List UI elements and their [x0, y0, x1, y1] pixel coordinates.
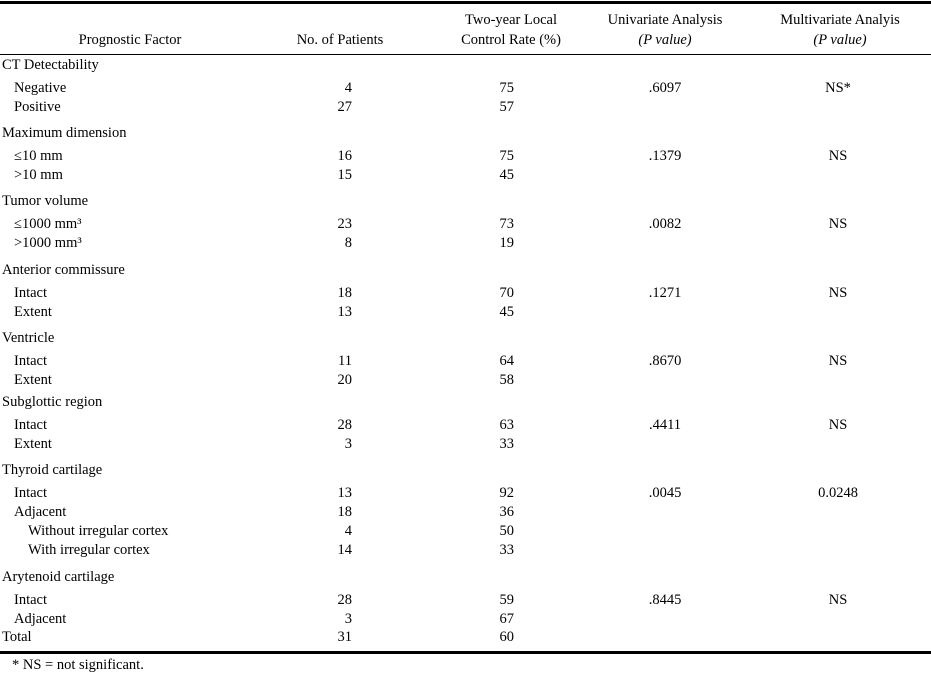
patients-cell: 27	[337, 99, 352, 115]
group-label: Tumor volume	[2, 193, 89, 209]
header-multivariate-line2: (P value)	[813, 32, 867, 48]
row-label: Without irregular cortex	[28, 523, 169, 539]
univariate-p-cell: .8670	[648, 353, 682, 369]
patients-cell: 18	[337, 285, 352, 301]
row-label: Intact	[14, 485, 48, 501]
row-label: Negative	[14, 80, 67, 96]
patients-cell: 3	[344, 611, 352, 627]
group-label: Anterior commissure	[2, 262, 125, 278]
row-label: Extent	[14, 304, 52, 320]
multivariate-p-cell: NS*	[825, 80, 851, 96]
row-label: Intact	[14, 417, 48, 433]
group-label: CT Detectability	[2, 57, 99, 73]
row-label: >1000 mm³	[14, 235, 82, 251]
multivariate-p-cell: NS	[828, 148, 848, 164]
multivariate-p-cell: NS	[828, 592, 848, 608]
patients-cell: 18	[337, 504, 352, 520]
univariate-p-cell: .8445	[648, 592, 682, 608]
rate-cell: 45	[499, 167, 514, 183]
rate-cell: 59	[499, 592, 514, 608]
rate-cell: 45	[499, 304, 514, 320]
row-label: Extent	[14, 436, 52, 452]
row-label: Intact	[14, 285, 48, 301]
rate-cell: 70	[499, 285, 514, 301]
header-univariate-line2: (P value)	[638, 32, 692, 48]
header-rate-line2: Control Rate (%)	[461, 32, 561, 48]
row-label: Intact	[14, 592, 48, 608]
multivariate-p-cell: NS	[828, 417, 848, 433]
footnote: * NS = not significant.	[12, 657, 144, 673]
group-label: Subglottic region	[2, 394, 103, 410]
patients-cell: 3	[344, 436, 352, 452]
patients-cell: 8	[344, 235, 352, 251]
patients-cell: 14	[337, 542, 352, 558]
header-rate-line1: Two-year Local	[465, 12, 557, 28]
univariate-p-cell: .6097	[648, 80, 682, 96]
multivariate-p-cell: NS	[828, 353, 848, 369]
univariate-p-cell: .0082	[648, 216, 682, 232]
rate-cell: 36	[499, 504, 514, 520]
group-label: Maximum dimension	[2, 125, 127, 141]
header-patients: No. of Patients	[296, 32, 384, 48]
row-label: Extent	[14, 372, 52, 388]
row-label: Intact	[14, 353, 48, 369]
group-label: Ventricle	[2, 330, 55, 346]
rate-cell: 64	[499, 353, 514, 369]
patients-cell: 13	[337, 485, 352, 501]
univariate-p-cell: .1379	[648, 148, 682, 164]
rate-cell: 75	[499, 148, 514, 164]
header-multivariate-line1: Multivariate Analyis	[780, 12, 900, 28]
header-univariate-line1: Univariate Analysis	[607, 12, 723, 28]
total-rate: 60	[499, 629, 514, 645]
patients-cell: 13	[337, 304, 352, 320]
rate-cell: 75	[499, 80, 514, 96]
header-factor: Prognostic Factor	[78, 32, 182, 48]
multivariate-p-cell: NS	[828, 216, 848, 232]
header-rule	[0, 54, 931, 55]
rate-cell: 19	[499, 235, 514, 251]
total-label: Total	[2, 629, 32, 645]
group-label: Thyroid cartilage	[2, 462, 103, 478]
univariate-p-cell: .0045	[648, 485, 682, 501]
row-label: Adjacent	[14, 611, 67, 627]
bottom-rule	[0, 651, 931, 654]
patients-cell: 16	[337, 148, 352, 164]
patients-cell: 4	[344, 80, 352, 96]
row-label: Positive	[14, 99, 61, 115]
univariate-p-cell: .1271	[648, 285, 682, 301]
multivariate-p-cell: NS	[828, 285, 848, 301]
rate-cell: 58	[499, 372, 514, 388]
patients-cell: 20	[337, 372, 352, 388]
patients-cell: 28	[337, 417, 352, 433]
patients-cell: 28	[337, 592, 352, 608]
multivariate-p-cell: 0.0248	[818, 485, 858, 501]
rate-cell: 73	[499, 216, 514, 232]
row-label: ≤1000 mm³	[14, 216, 82, 232]
univariate-p-cell: .4411	[648, 417, 682, 433]
patients-cell: 23	[337, 216, 352, 232]
row-label: With irregular cortex	[28, 542, 150, 558]
rate-cell: 33	[499, 542, 514, 558]
rate-cell: 57	[499, 99, 514, 115]
group-label: Arytenoid cartilage	[2, 569, 115, 585]
rate-cell: 92	[499, 485, 514, 501]
row-label: Adjacent	[14, 504, 67, 520]
patients-cell: 4	[344, 523, 352, 539]
patients-cell: 11	[338, 353, 352, 369]
row-label: >10 mm	[14, 167, 63, 183]
rate-cell: 50	[499, 523, 514, 539]
row-label: ≤10 mm	[14, 148, 63, 164]
total-patients: 31	[337, 629, 352, 645]
rate-cell: 67	[499, 611, 514, 627]
patients-cell: 15	[337, 167, 352, 183]
rate-cell: 33	[499, 436, 514, 452]
rate-cell: 63	[499, 417, 514, 433]
top-rule	[0, 1, 931, 4]
